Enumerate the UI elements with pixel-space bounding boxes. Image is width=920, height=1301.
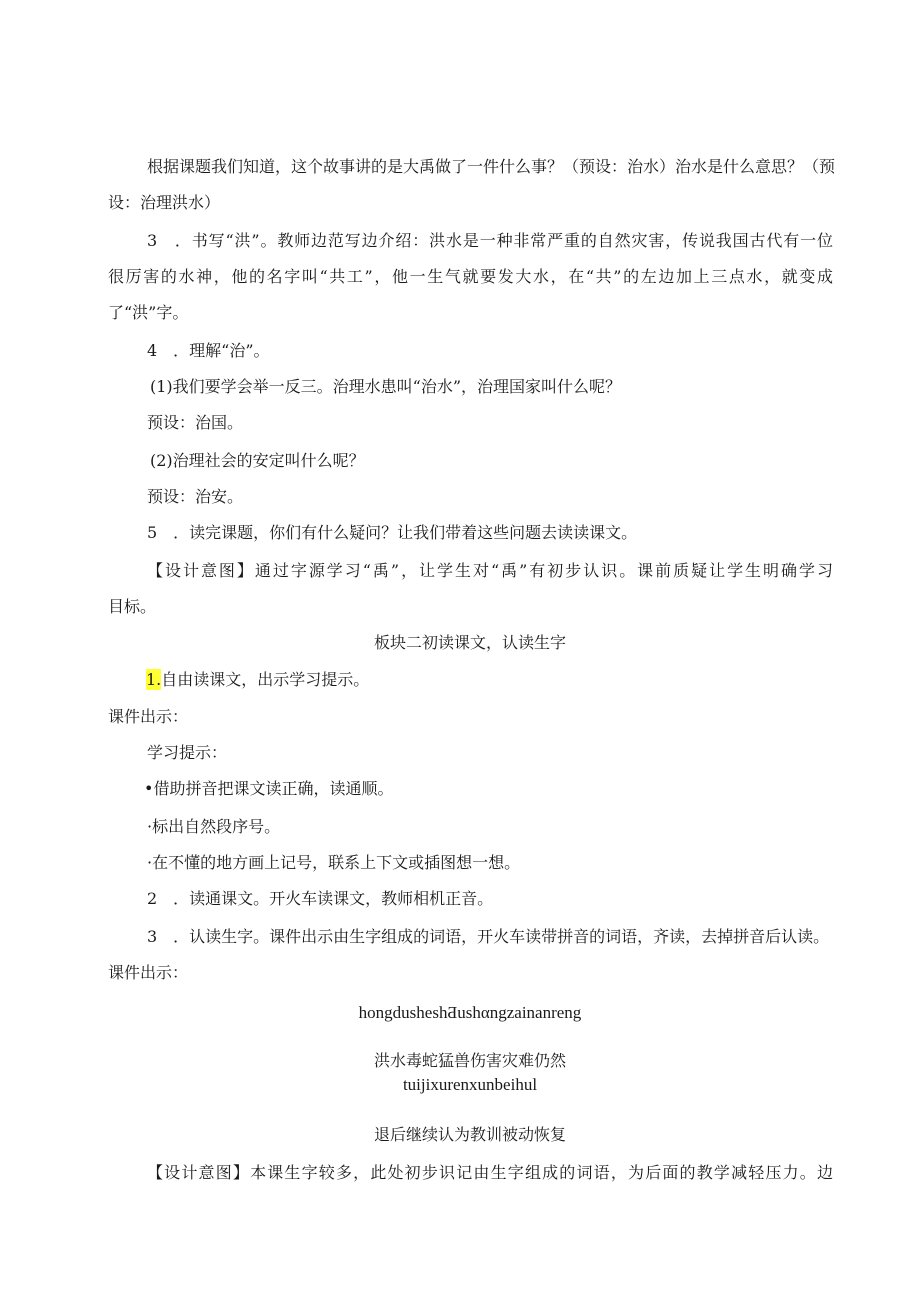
paragraph-line: (1)我们要学会举一反三。治理水患叫“治水”，治理国家叫什么呢？ xyxy=(150,377,622,396)
paragraph-line: 目标。 xyxy=(108,597,157,616)
paragraph-text: 自由读课文，出示学习提示。 xyxy=(161,670,370,689)
highlighted-number: 1. xyxy=(146,670,162,689)
paragraph-line: 设：治理洪水） xyxy=(108,193,221,212)
pinyin-line: hongdusheshƋushαngzainanreng xyxy=(358,1003,582,1022)
paragraph-line: 课件出示： xyxy=(108,963,189,982)
paragraph-line: 预设：治安。 xyxy=(147,487,244,506)
design-intent-line: 【设计意图】通过字源学习“禹”，让学生对“禹”有初步认识。课前质疑让学生明确学习 xyxy=(147,561,833,580)
bullet-item: ·在不懂的地方画上记号，联系上下文或插图想一想。 xyxy=(147,853,521,872)
paragraph-line: 5 ．读完课题，你们有什么疑问？让我们带着这些问题去读读课文。 xyxy=(147,523,638,542)
paragraph-line: 根据课题我们知道，这个故事讲的是大禹做了一件什么事？（预设：治水）治水是什么意思？（预 xyxy=(147,157,836,176)
paragraph-line: 学习提示： xyxy=(147,743,228,762)
vocabulary-line: 退后继续认为教训被动恢复 xyxy=(373,1125,566,1144)
paragraph-line: 4 ．理解“治”。 xyxy=(147,341,270,360)
paragraph-line: 2 ．读通课文。开火车读课文，教师相机正音。 xyxy=(147,889,494,908)
section-heading: 板块二初读课文，认读生字 xyxy=(373,633,566,652)
paragraph-line: 了“洪”字。 xyxy=(108,303,189,322)
paragraph-line: 课件出示： xyxy=(108,707,189,726)
paragraph-line: 3 ．书写“洪”。教师边范写边介绍：洪水是一种非常严重的自然灾害，传说我国古代有一位 xyxy=(147,231,833,250)
paragraph-line: 预设：治国。 xyxy=(147,413,244,432)
paragraph-line: 很厉害的水神，他的名字叫“共工”，他一生气就要发大水，在“共”的左边加上三点水，就变成 xyxy=(108,267,833,286)
bullet-item: •借助拼音把课文读正确，读通顺。 xyxy=(144,779,394,798)
paragraph-line: 3 ．认读生字。课件出示由生字组成的词语，开火车读带拼音的词语，齐读，去掉拼音后认读。 xyxy=(147,927,830,946)
pinyin-line: tuijixurenxunbeihul xyxy=(402,1075,538,1094)
paragraph-line: (2)治理社会的安定叫什么呢？ xyxy=(150,451,365,470)
vocabulary-line: 洪水毒蛇猛兽伤害灾难仍然 xyxy=(373,1051,566,1070)
design-intent-line: 【设计意图】本课生字较多，此处初步识记由生字组成的词语，为后面的教学减轻压力。边 xyxy=(147,1163,833,1182)
paragraph-line xyxy=(146,670,369,690)
bullet-item: ·标出自然段序号。 xyxy=(147,817,281,836)
